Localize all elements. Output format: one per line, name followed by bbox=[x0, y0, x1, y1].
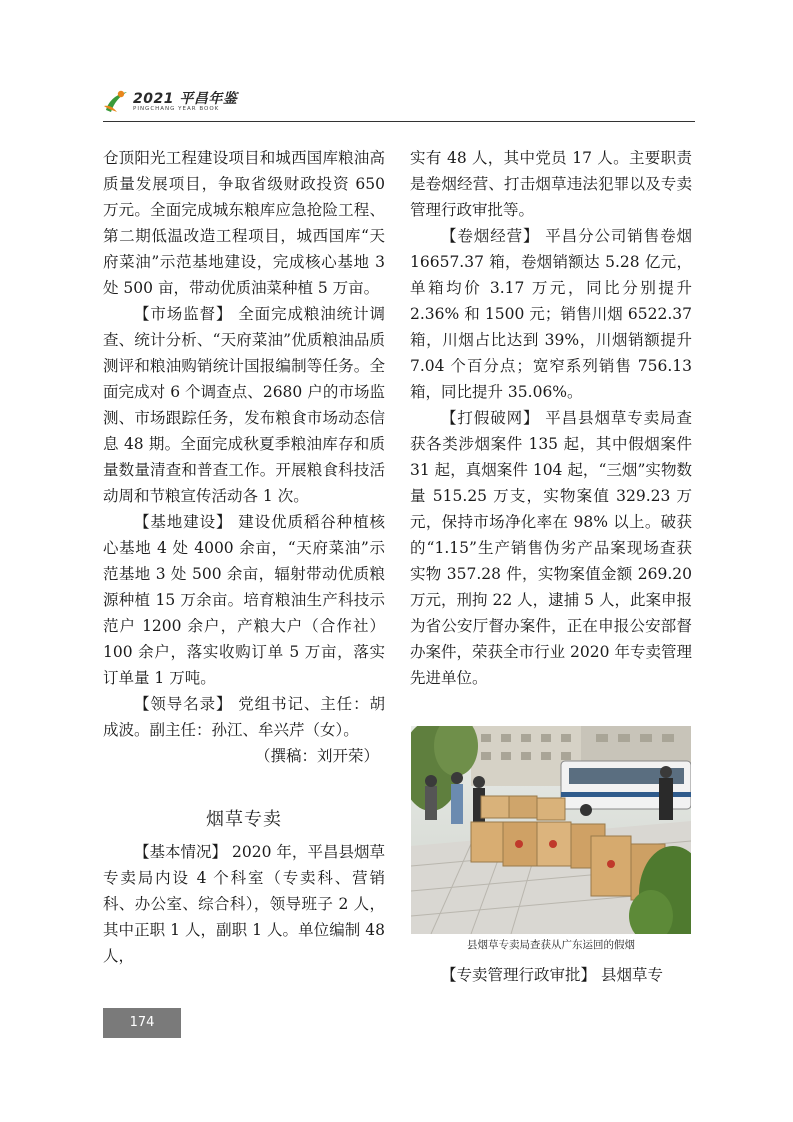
right-column bbox=[410, 145, 692, 691]
section-tag: 【领导名录】 bbox=[134, 695, 233, 713]
section-tag: 【专卖管理行政审批】 bbox=[441, 966, 597, 984]
paragraph-leadership bbox=[103, 691, 385, 743]
yearbook-name: 平昌年鉴 bbox=[179, 91, 238, 107]
paragraph-text: 党组书记、主任：胡成波。副主任：孙江、牟兴芹（女）。 bbox=[103, 695, 385, 739]
section-tag: 【基地建设】 bbox=[134, 513, 233, 531]
paragraph-text: 平昌县烟草专卖局查获各类涉烟案件 135 起，其中假烟案件 31 起，真烟案件 104 起，“三烟”实物数量 515.25 万支，实物案值 329.23 万元，保持市场净化率在 98% 以上。破获的“1.15”生产销售伪劣产品案现场查获实物 357.28 件，实物案值金额 269.20 万元，刑拘 22 人，逮捕 5 人，此案申报为省公安厅督办案件，正在申报公安部督办案件，荣获全市行业 2020 年专卖管理先进单位。 bbox=[410, 409, 692, 687]
left-column bbox=[103, 145, 385, 969]
paragraph-base-construction bbox=[103, 509, 385, 691]
byline: （撰稿：刘开荣） bbox=[254, 747, 379, 765]
section-heading: 烟草专卖 bbox=[206, 809, 282, 830]
paragraph-cigarette-sales bbox=[410, 223, 692, 405]
yearbook-title bbox=[133, 88, 237, 108]
photo-caption: 县烟草专卖局查获从广东运回的假烟 bbox=[467, 939, 635, 951]
paragraph-text: 建设优质稻谷种植核心基地 4 处 4000 余亩，“天府菜油”示范基地 3 处 500 余亩，辐射带动优质粮源种植 15 万余亩。培育粮油生产科技示范户 1200 余户，产粮大户（合作社）100 余户，落实收购订单 5 万亩，落实订单量 1 万吨。 bbox=[103, 513, 385, 687]
paragraph-text: 2020 年，平昌县烟草专卖局内设 4 个科室（专卖科、营销科、办公室、综合科），领导班子 2 人，其中正职 1 人，副职 1 人。单位编制 48 人， bbox=[103, 843, 385, 965]
paragraph-basic-info bbox=[103, 839, 385, 969]
paragraph: 仓顶阳光工程建设项目和城西国库粮油高质量发展项目，争取省级财政投资 650 万元。全面完成城东粮库应急抢险工程、第二期低温改造工程项目，城西国库“天府菜油”示范基地建设，完成核心基地 3 处 500 亩，带动优质油菜种植 5 万亩。 bbox=[103, 149, 385, 297]
photo-illustration bbox=[411, 726, 691, 934]
section-tag: 【卷烟经营】 bbox=[441, 227, 540, 245]
page-number: 174 bbox=[103, 1008, 181, 1038]
page-header bbox=[103, 82, 695, 122]
section-tag: 【市场监督】 bbox=[134, 305, 233, 323]
paragraph-text: 县烟草专 bbox=[600, 966, 663, 984]
paragraph-anti-counterfeit bbox=[410, 405, 692, 691]
yearbook-year: 2021 bbox=[133, 91, 174, 107]
seized-cigarettes-photo bbox=[411, 726, 691, 934]
header-divider bbox=[103, 121, 695, 122]
paragraph-text: 平昌分公司销售卷烟 16657.37 箱，卷烟销额达 5.28 亿元，单箱均价 3.17 万元，同比分别提升 2.36% 和 1500 元；销售川烟 6522.37 箱，川烟占比达到 39%，川烟销额提升 7.04 个百分点；宽窄系列销售 756.13 箱，同比提升 35.06%。 bbox=[410, 227, 692, 401]
yearbook-subtitle: PINGCHANG YEAR BOOK bbox=[133, 106, 220, 112]
paragraph-administrative-approval bbox=[410, 962, 692, 988]
section-tag: 【基本情况】 bbox=[134, 843, 228, 861]
paragraph-text: 全面完成粮油统计调查、统计分析、“天府菜油”优质粮油品质测评和粮油购销统计国报编制等任务。全面完成对 6 个调查点、2680 户的市场监测、市场跟踪任务，发布粮食市场动态信息 48 期。全面完成秋夏季粮油库存和质量数量清查和普查工作。开展粮食科技活动周和节粮宣传活动各 1 次。 bbox=[103, 305, 385, 505]
paragraph-market-supervision bbox=[103, 301, 385, 509]
paragraph: 实有 48 人，其中党员 17 人。主要职责是卷烟经营、打击烟草违法犯罪以及专卖管理行政审批等。 bbox=[410, 149, 692, 219]
section-tag: 【打假破网】 bbox=[441, 409, 540, 427]
yearbook-logo-icon bbox=[103, 88, 129, 116]
